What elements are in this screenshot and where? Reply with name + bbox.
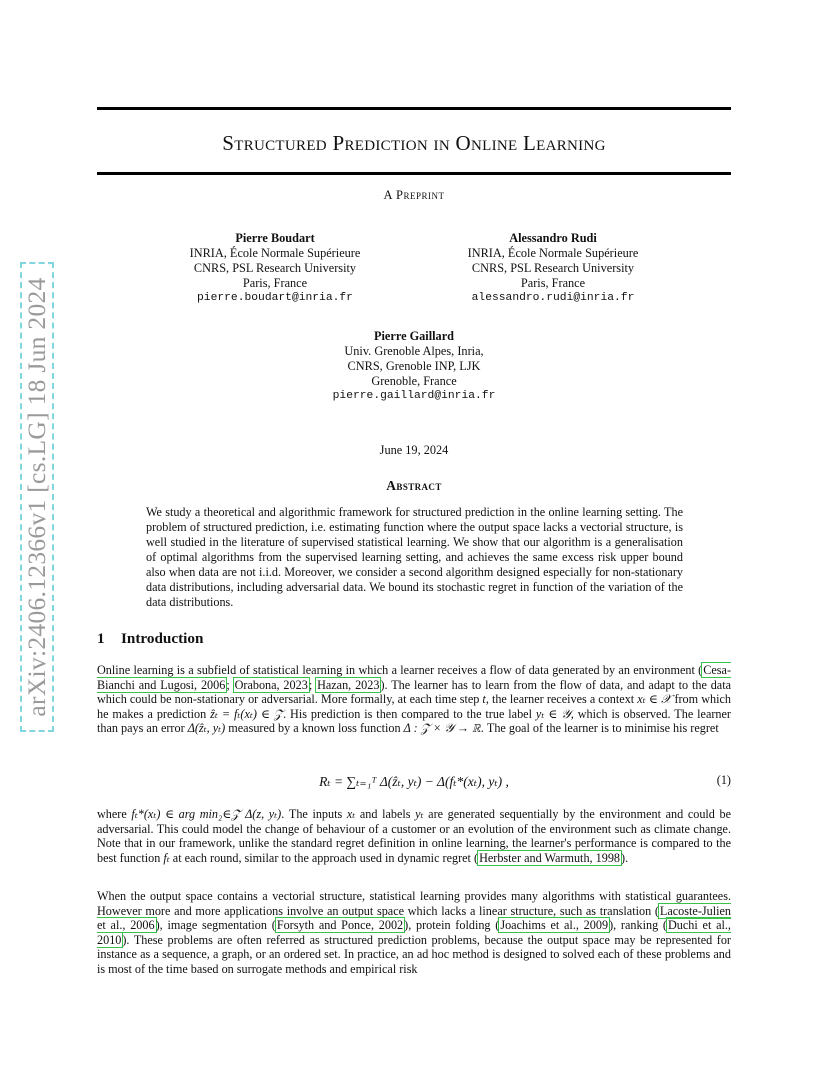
citation-link[interactable]: Herbster and Warmuth, 1998: [479, 850, 621, 865]
abstract-heading: Abstract: [386, 478, 442, 493]
text-run: ;: [308, 677, 317, 692]
text-run: where: [97, 807, 132, 821]
citation-link[interactable]: Hazan, 2023: [317, 677, 380, 692]
intro-paragraph-2: [97, 807, 731, 865]
author-email[interactable]: pierre.boudart@inria.fr: [197, 292, 353, 304]
citation-link[interactable]: Forsyth and Ponce, 2002: [276, 918, 404, 933]
text-run: ). The learner has to learn from the flow of data, and adapt to the data which could be non-stationary or adversarial. More formally, at each time step: [97, 677, 732, 707]
text-run: . The goal of the learner is to minimise his regret: [480, 721, 719, 736]
paper-title: Structured Prediction in Online Learning: [222, 131, 606, 155]
text-run: and labels: [355, 807, 416, 821]
text-run: ), ranking (: [609, 918, 667, 933]
text-run: from which he makes a prediction: [97, 692, 731, 721]
math-inline: yₜ: [415, 807, 424, 821]
citation-link[interactable]: Duchi et al., 2010: [97, 918, 731, 947]
math-inline: yₜ ∈ 𝒴: [535, 706, 571, 721]
text-run: ).: [621, 850, 629, 865]
math-inline: t: [482, 692, 486, 707]
section-number: 1: [97, 630, 105, 647]
section-heading: [97, 630, 203, 648]
title-rule-top: [97, 107, 731, 110]
text-run: ;: [226, 677, 234, 692]
section-title: Introduction: [121, 630, 204, 647]
math-inline: fₜ*(xₜ) ∈ arg min₂∈𝒵 Δ(z, yₜ): [131, 807, 282, 821]
equation-number: (1): [716, 773, 731, 787]
abstract-text: We study a theoretical and algorithmic framework for structured prediction in the online learning setting. The problem of structured prediction, i.e. estimating function where the output space lacks a vectorial structure, is well studied in the literature of supervised statistical learning. We show that our algorithm is a generalisation of optimal algorithms from the supervised learning setting, and achieves the same excess risk upper bound also when data are not i.i.d. Moreover, we consider a second algorithm designed especially for non-stationary data distributions, including adversarial data. We bound its stochastic regret in function of the variation of the data distributions.: [146, 505, 683, 609]
math-inline: xₜ: [346, 807, 356, 821]
author-block-gaillard: [299, 329, 529, 404]
author-name: Alessandro Rudi: [509, 231, 597, 245]
author-affiliation: CNRS, PSL Research University: [193, 261, 357, 275]
math-inline: xₜ ∈ 𝒳: [637, 692, 672, 707]
author-location: Paris, France: [520, 276, 586, 290]
author-affiliation: INRIA, École Normale Supérieure: [189, 246, 361, 260]
text-run: at each round, similar to the approach used in dynamic regret (: [169, 850, 479, 865]
text-run: , which is observed. The learner than pays an error: [97, 706, 731, 736]
text-run: , the learner receives a context: [485, 692, 638, 707]
text-run: . His prediction is then compared to the true label: [283, 706, 536, 721]
equation-regret: [97, 760, 731, 804]
text-run: ), image segmentation (: [155, 918, 276, 933]
citation-link[interactable]: Orabona, 2023: [234, 677, 308, 692]
arxiv-stamp[interactable]: [20, 262, 56, 732]
intro-paragraph-3: [97, 889, 731, 977]
text-run: When the output space contains a vectorial structure, statistical learning provides many algorithms with statistical guarantees. However more and more applications involve an output space which lacks a linear structure, such as translation (: [97, 889, 731, 918]
author-name: Pierre Gaillard: [373, 329, 455, 343]
equation-expression: Rₜ = ∑ₜ₌₁ᵀ Δ(ẑₜ, yₜ) − Δ(fₜ*(xₜ), yₜ) ,: [319, 774, 509, 789]
math-inline: Δ : 𝒵 × 𝒴 → ℝ: [403, 721, 481, 736]
text-run: ), protein folding (: [404, 918, 500, 933]
arxiv-stamp-text: arXiv:2406.12366v1 [cs.LG] 18 Jun 2024: [22, 277, 51, 717]
paper-date: June 19, 2024: [379, 443, 449, 457]
text-run: Online learning is a subfield of statistical learning in which a learner receives a flow of data generated by an environment (: [97, 663, 703, 677]
text-run: . The inputs: [281, 807, 347, 821]
author-affiliation: Univ. Grenoble Alpes, Inria,: [344, 344, 484, 358]
preprint-label: A Preprint: [383, 188, 445, 202]
intro-paragraph-1: [97, 663, 731, 736]
math-inline: fₜ: [163, 850, 170, 865]
author-block-boudart: [160, 231, 390, 306]
math-inline: ẑₜ = fₜ(xₜ) ∈ 𝒵: [210, 706, 284, 721]
text-run: measured by a known loss function: [225, 721, 404, 736]
text-run: are generated sequentially by the environment and could be adversarial. This could model the change of behaviour of a customer or an evolution of the environment such as climate change. Note that in our framework, unlike the standard regret definition in online learning, the learner's performance is compared to the best function: [97, 807, 732, 865]
author-affiliation: CNRS, Grenoble INP, LJK: [347, 359, 481, 373]
math-inline: Δ(ẑₜ, yₜ): [187, 721, 226, 736]
title-rule-bottom: [97, 172, 731, 175]
citation-link[interactable]: Cesa-Bianchi and Lugosi, 2006: [97, 663, 731, 692]
citation-link[interactable]: Joachims et al., 2009: [500, 918, 609, 933]
author-email[interactable]: pierre.gaillard@inria.fr: [332, 390, 496, 402]
author-name: Pierre Boudart: [235, 231, 315, 245]
author-affiliation: INRIA, École Normale Supérieure: [467, 246, 639, 260]
author-block-rudi: [438, 231, 668, 306]
author-location: Grenoble, France: [371, 374, 457, 388]
text-run: ). These problems are often referred as structured prediction problems, because the output space may be represented for instance as a sequence, a graph, or an ordered set. In practice, an ad hoc method is designed to solved each of these problems and is most of the time based on surrogate methods and empirical risk: [97, 932, 731, 976]
citation-link[interactable]: Lacoste-Julien et al., 2006: [97, 903, 731, 933]
author-email[interactable]: alessandro.rudi@inria.fr: [471, 292, 635, 304]
author-location: Paris, France: [242, 276, 308, 290]
author-affiliation: CNRS, PSL Research University: [471, 261, 635, 275]
